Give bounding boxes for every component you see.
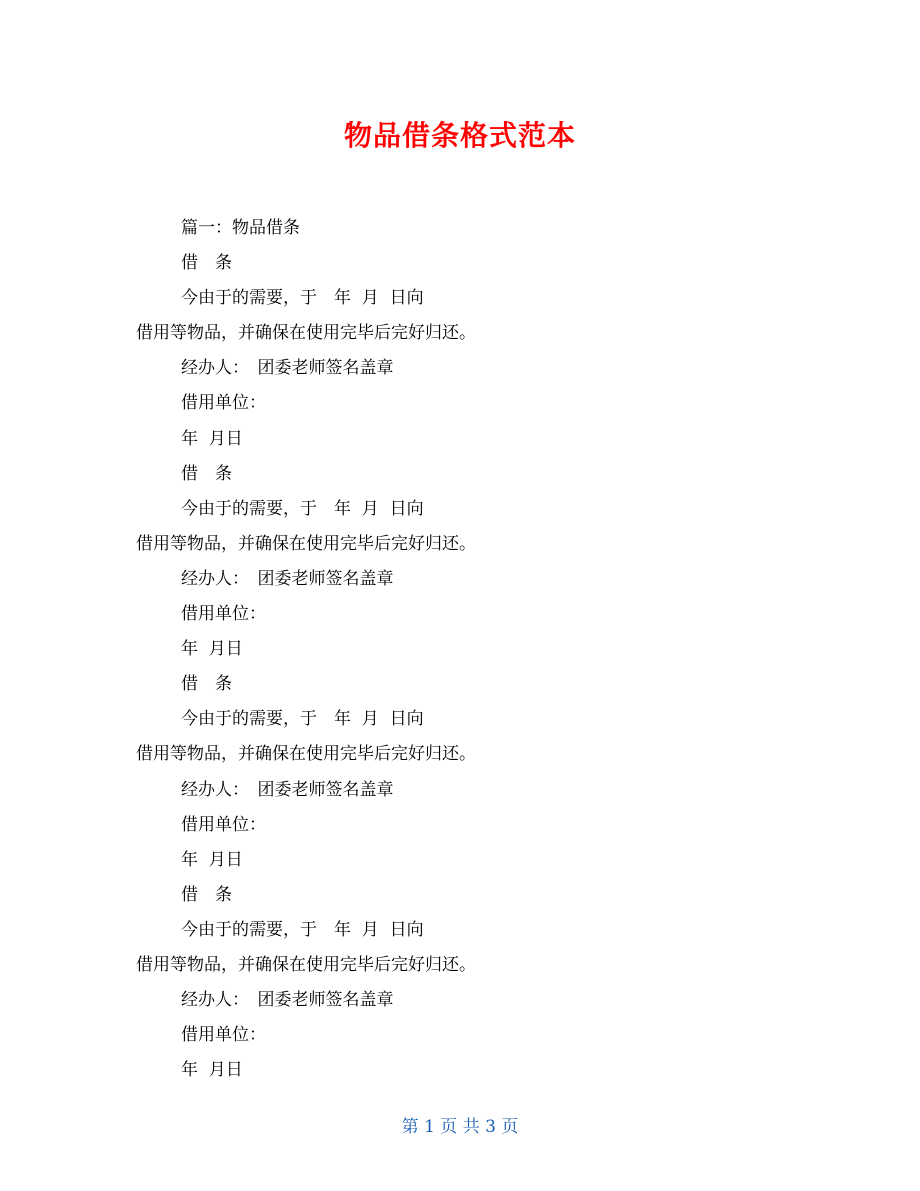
handler-line: 经办人： 团委老师签名盖章 (181, 568, 394, 589)
note-text: 借用等物品，并确保在使用完毕后完好归还。 (136, 744, 476, 765)
note-heading: 借 条 (181, 253, 232, 274)
note-text: 今由于的需要，于 年 月 日向 (181, 498, 424, 519)
note-heading: 借 条 (181, 884, 232, 905)
date-line: 年 月日 (181, 1060, 243, 1081)
date-line: 年 月日 (181, 428, 243, 449)
page-number-footer: 第 1 页 共 3 页 (401, 1117, 519, 1137)
date-line: 年 月日 (181, 639, 243, 660)
borrower-line: 借用单位： (181, 814, 266, 835)
handler-line: 经办人： 团委老师签名盖章 (181, 358, 394, 379)
handler-line: 经办人： 团委老师签名盖章 (181, 779, 394, 800)
note-text: 借用等物品，并确保在使用完毕后完好归还。 (136, 954, 476, 975)
note-text: 今由于的需要，于 年 月 日向 (181, 919, 424, 940)
document-body (0, 211, 920, 1088)
note-text: 今由于的需要，于 年 月 日向 (181, 288, 424, 309)
note-heading: 借 条 (181, 463, 232, 484)
section-heading: 篇一：物品借条 (181, 218, 300, 238)
borrower-line: 借用单位： (181, 1025, 266, 1046)
note-text: 借用等物品，并确保在使用完毕后完好归还。 (136, 533, 476, 554)
note-heading: 借 条 (181, 674, 232, 695)
borrower-line: 借用单位： (181, 604, 266, 625)
note-text: 今由于的需要，于 年 月 日向 (181, 709, 424, 730)
date-line: 年 月日 (181, 849, 243, 870)
document-title: 物品借条格式范本 (343, 119, 576, 152)
handler-line: 经办人： 团委老师签名盖章 (181, 990, 394, 1011)
borrower-line: 借用单位： (181, 393, 266, 414)
note-text: 借用等物品，并确保在使用完毕后完好归还。 (136, 323, 476, 344)
